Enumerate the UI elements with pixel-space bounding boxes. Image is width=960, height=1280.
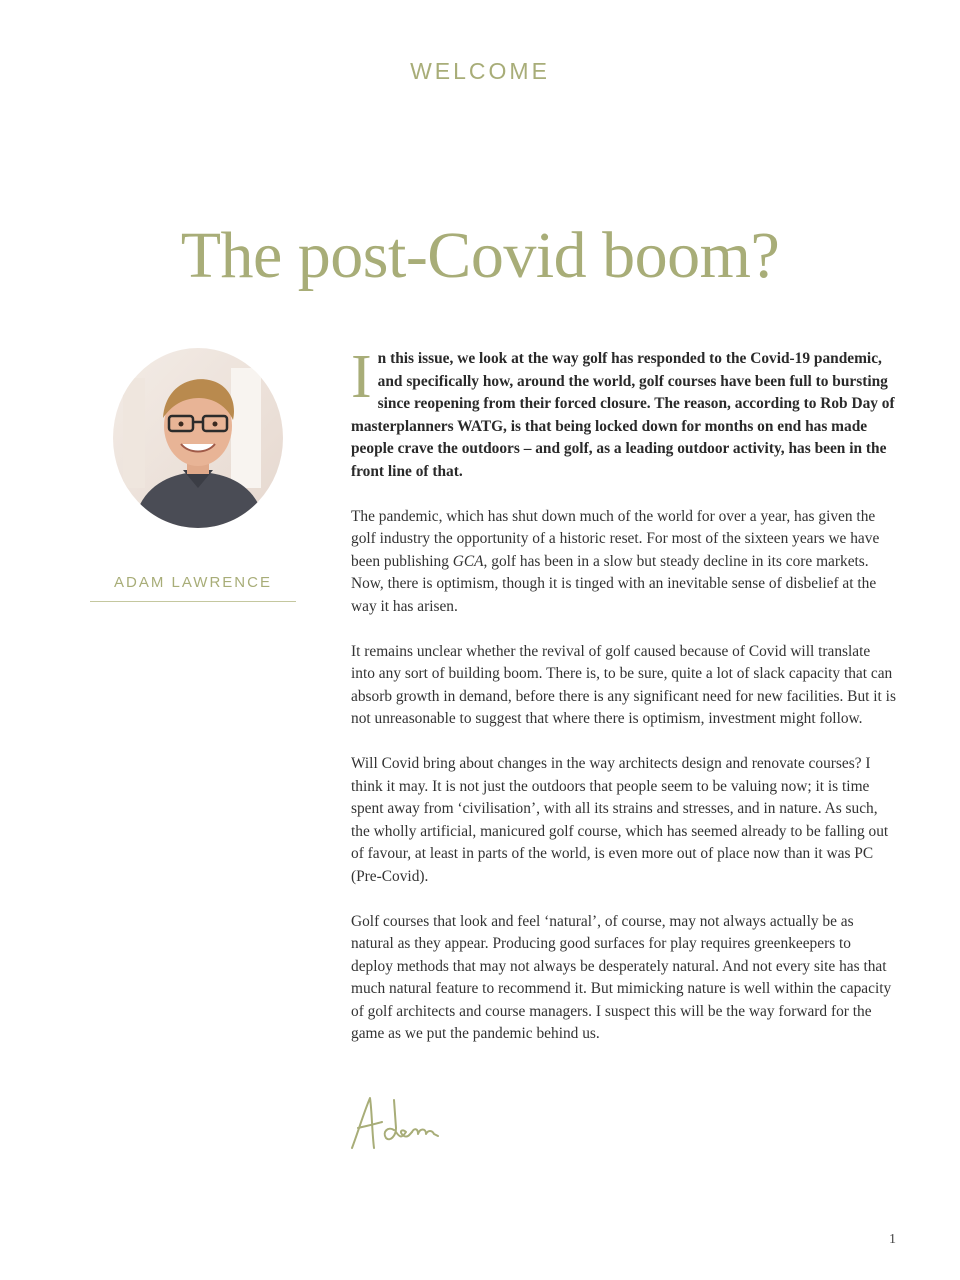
author-divider xyxy=(90,601,296,602)
handwritten-signature-icon xyxy=(348,1092,444,1152)
paragraph-1 xyxy=(351,506,896,619)
paragraph-4: Golf courses that look and feel ‘natural’, of course, may not always actually be as natural as they appear. Producing good surfaces for play requires greenkeepers to deploy methods that may not always be desperately natural. And not every site has that much natural feature to recommend it. But mimicking nature is well within the capacity of golf architects and course managers. I suspect this will be the way forward for the game as we put the pandemic behind us. xyxy=(351,912,892,1042)
author-name: ADAM LAWRENCE xyxy=(114,574,272,591)
author-portrait xyxy=(113,348,283,528)
paragraph-2: It remains unclear whether the revival of golf caused because of Covid will translate into any sort of building boom. There is, to be sure, quite a lot of slack capacity that can absorb growth in demand, before there is any significant need for new facilities. But it is not unreasonable to suggest that where there is optimism, investment might follow. xyxy=(351,642,896,727)
article-body xyxy=(351,343,896,1068)
section-label: WELCOME xyxy=(410,58,550,84)
drop-cap: I xyxy=(351,343,372,411)
lede-paragraph xyxy=(351,343,896,483)
page-number: 1 xyxy=(889,1232,896,1247)
publication-name: GCA xyxy=(452,552,484,570)
author-portrait-icon xyxy=(113,348,283,528)
paragraph-3: Will Covid bring about changes in the way architects design and renovate courses? I think it may. It is not just the outdoors that people seem to be valuing now; it is time spent away from ‘civilisation’, with all its strains and stresses, and in nature. As such, the wholly artificial, manicured golf course, which has seemed already to be falling out of favour, at least in parts of the world, is even more out of place now than it was PC (Pre-Covid). xyxy=(351,755,889,885)
paragraph-1-end: , golf has been in a slow but steady decline in its core markets. Now, there is optimism, though it is tinged with an inevitable sense of disbelief at the way it has arisen. xyxy=(351,552,877,615)
page-title: The post-Covid boom? xyxy=(180,219,780,292)
paragraph-1-start: The pandemic, which has shut down much of the world for over a year, has given the golf industry the opportunity of a historic reset. For most of the sixteen years we have been publishing xyxy=(351,507,880,570)
lede-text: n this issue, we look at the way golf has responded to the Covid-19 pandemic, and specifically how, around the world, golf courses have been full to bursting since reopening from their forced closure. The reason, according to Rob Day of masterplanners WATG, is that being locked down for months on end has made people crave the outdoors – and golf, as a leading outdoor activity, has been in the front line of that. xyxy=(351,350,895,480)
signature xyxy=(348,1092,444,1157)
